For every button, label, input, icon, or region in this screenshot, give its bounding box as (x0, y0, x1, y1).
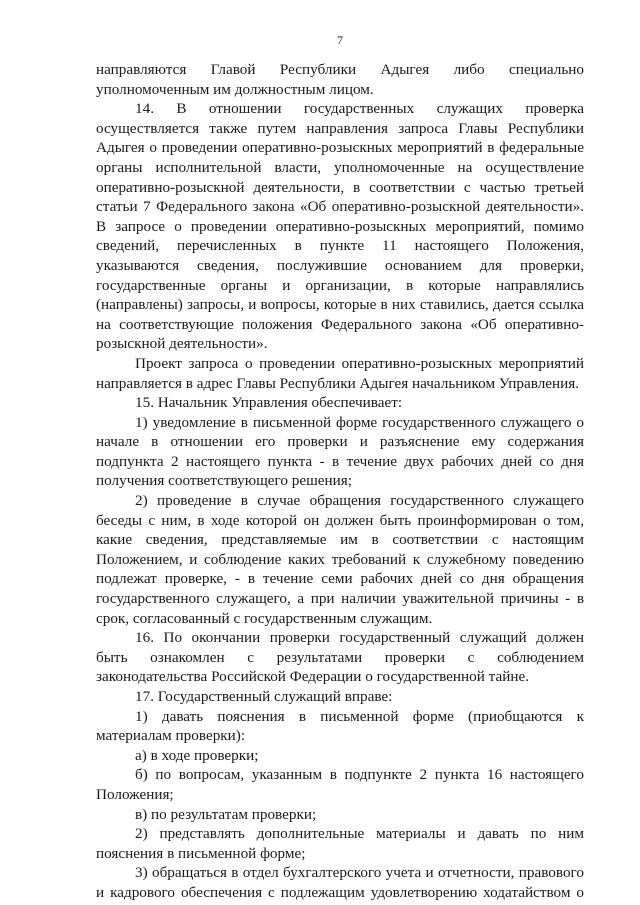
paragraph: направляются Главой Республики Адыгея либо специально уполномоченным им должностным лицом. (96, 61, 584, 98)
paragraph: а) в ходе проверки; (135, 746, 259, 764)
paragraph: 15. Начальник Управления обеспечивает: (135, 394, 403, 412)
paragraph: б) по вопросам, указанным в подпункте 2 пункта 16 настоящего Положения; (96, 766, 584, 803)
paragraph: 14. В отношении государственных служащих проверка осуществляется также путем направления запроса Главы Республики Адыгея о проведении оперативно-розыскных мероприятий в федеральные органы исполнительной власти, уполномоченные на осуществление оперативно-розыскной деятельности, в соответствии с частью третьей статьи 7 Федерального закона «Об оперативно-розыскной деятельности». В запросе о проведении оперативно-розыскных мероприятий, помимо сведений, перечисленных в пункте 11 настоящего Положения, указываются сведения, послужившие основанием для проверки, государственные органы и организации, в которые направлялись (направлены) запросы, и вопросы, которые в них ставились, дается ссылка на соответствующие положения Федерального закона «Об оперативно-розыскной деятельности». (96, 100, 584, 353)
paragraph: 1) уведомление в письменной форме государственного служащего о начале в отношении его проверки и разъяснение ему содержания подпункта 2 настоящего пункта - в течение двух рабочих дней со дня получения соответствующего решения; (96, 413, 584, 490)
paragraph: в) по результатам проверки; (135, 805, 317, 823)
paragraph: 2) представлять дополнительные материалы и давать по ним пояснения в письменной форме; (96, 825, 584, 862)
paragraph: Проект запроса о проведении оперативно-розыскных мероприятий направляется в адрес Главы Республики Адыгея начальником Управления. (96, 354, 584, 392)
document-body (96, 60, 584, 903)
paragraph: 16. По окончании проверки государственный служащий должен быть ознакомлен с результатами проверки с соблюдением законодательства Российской Федерации о государственной тайне. (96, 629, 584, 686)
page-number: 7 (337, 33, 343, 47)
paragraph: 17. Государственный служащий вправе: (135, 688, 393, 705)
paragraph: 3) обращаться в отдел бухгалтерского учета и отчетности, правового и кадрового обеспечения с подлежащим удовлетворению ходатайством о (96, 864, 584, 901)
paragraph: 1) давать пояснения в письменной форме (приобщаются к материалам проверки): (96, 707, 584, 745)
paragraph: 2) проведение в случае обращения государственного служащего беседы с ним, в ходе которой он должен быть проинформирован о том, какие сведения, представляемые им в соответствии с настоящим Положением, и соблюдение каких требований к служебному поведению подлежат проверке, - в течение семи рабочих дней со дня обращения государственного служащего, а при наличии уважительной причины - в срок, согласованный с государственным служащим. (96, 492, 584, 627)
